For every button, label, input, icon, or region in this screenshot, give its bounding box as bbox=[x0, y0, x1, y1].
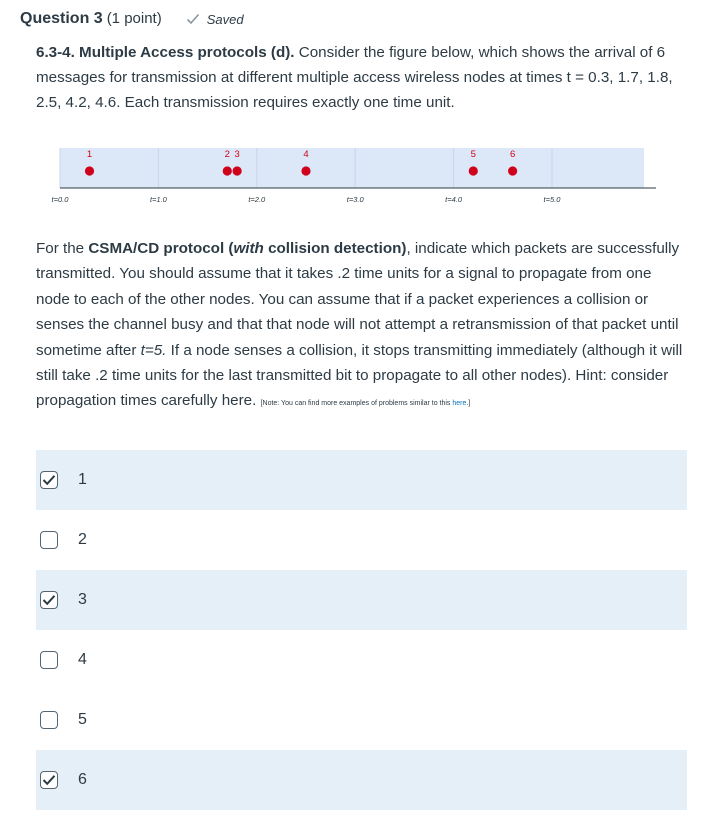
arrival-point-5 bbox=[469, 166, 478, 175]
arrival-label-1: 1 bbox=[86, 149, 93, 160]
question-title: Question 3 (1 point) bbox=[20, 10, 162, 27]
prompt-text: Consider the figure below, which shows the arrival of 6 messages for transmission at different multiple access wireless nodes at times t = 0.3, 1.7, 1.8, 2.5, 4.2, 4.6. Each transmission requires exactly one time unit. bbox=[36, 44, 673, 111]
problem-description bbox=[36, 236, 686, 417]
question-points: (1 point) bbox=[106, 10, 162, 27]
tick-label: t=5.0 bbox=[543, 195, 561, 204]
note-text: [Note: You can find more examples of problems similar to this bbox=[260, 400, 453, 408]
arrival-label-6: 6 bbox=[509, 149, 516, 160]
desc-part-1: For the bbox=[36, 240, 89, 257]
desc-protocol: CSMA/CD protocol ( bbox=[88, 240, 234, 257]
timeline-ticks bbox=[52, 195, 562, 204]
arrival-label-2: 2 bbox=[224, 149, 230, 160]
checkbox[interactable] bbox=[40, 531, 58, 549]
prompt-heading: 6.3-4. Multiple Access protocols (d). bbox=[36, 44, 295, 61]
question-prompt bbox=[36, 40, 686, 115]
checkbox[interactable] bbox=[40, 771, 58, 789]
arrival-point-2 bbox=[223, 166, 232, 175]
option-label: 1 bbox=[78, 471, 87, 488]
arrival-point-1 bbox=[85, 166, 94, 175]
answer-option-1[interactable] bbox=[36, 450, 687, 510]
desc-with: with bbox=[233, 240, 264, 257]
question-header bbox=[20, 8, 244, 30]
option-label: 5 bbox=[78, 711, 87, 728]
checkmark-icon bbox=[186, 13, 200, 25]
option-label: 6 bbox=[78, 771, 87, 788]
answer-option-5[interactable] bbox=[36, 690, 687, 750]
saved-status bbox=[186, 12, 244, 27]
option-label: 2 bbox=[78, 531, 87, 548]
answer-option-3[interactable] bbox=[36, 570, 687, 630]
checkbox[interactable] bbox=[40, 471, 58, 489]
arrival-timeline-figure bbox=[36, 144, 666, 210]
answer-option-4[interactable] bbox=[36, 630, 687, 690]
arrival-point-3 bbox=[233, 166, 242, 175]
checkbox[interactable] bbox=[40, 711, 58, 729]
tick-label: t=4.0 bbox=[445, 195, 463, 204]
checkbox[interactable] bbox=[40, 591, 58, 609]
arrival-label-4: 4 bbox=[303, 149, 309, 160]
tick-label: t=0.0 bbox=[51, 195, 69, 204]
arrival-point-6 bbox=[508, 166, 517, 175]
answer-options bbox=[36, 450, 687, 810]
check-icon bbox=[42, 774, 56, 786]
saved-label: Saved bbox=[206, 11, 244, 27]
tick-label: t=1.0 bbox=[149, 195, 167, 204]
tick-label: t=3.0 bbox=[346, 195, 364, 204]
arrival-label-3: 3 bbox=[234, 149, 240, 160]
desc-collision-detection: collision detection) bbox=[263, 240, 407, 257]
option-label: 3 bbox=[78, 591, 87, 608]
check-icon bbox=[42, 474, 56, 486]
arrival-label-5: 5 bbox=[470, 149, 476, 160]
option-label: 4 bbox=[78, 651, 87, 668]
note bbox=[261, 400, 471, 407]
check-icon bbox=[42, 594, 56, 606]
note-end: .] bbox=[466, 400, 471, 408]
note-link[interactable]: here bbox=[452, 400, 467, 408]
desc-part-7: If a node senses a collision, it stops transmitting immediately (although it will still take .2 time units for the last transmitted bit to propagate to all other nodes). Hint: consider propagation times carefully here. bbox=[36, 341, 683, 410]
desc-part-5: , indicate which packets are successfully transmitted. You should assume that it takes .2 time units for a signal to propagate from one node to each of the other nodes. You can assume that if a packet experiences a collision or senses the channel busy and that that node will not attempt a retransmission of that packet until sometime after bbox=[36, 240, 680, 359]
tick-label: t=2.0 bbox=[248, 195, 266, 204]
checkbox[interactable] bbox=[40, 651, 58, 669]
arrival-point-4 bbox=[301, 166, 310, 175]
answer-option-2[interactable] bbox=[36, 510, 687, 570]
desc-time: t=5. bbox=[140, 341, 167, 359]
timeline-band bbox=[60, 148, 644, 188]
answer-option-6[interactable] bbox=[36, 750, 687, 810]
